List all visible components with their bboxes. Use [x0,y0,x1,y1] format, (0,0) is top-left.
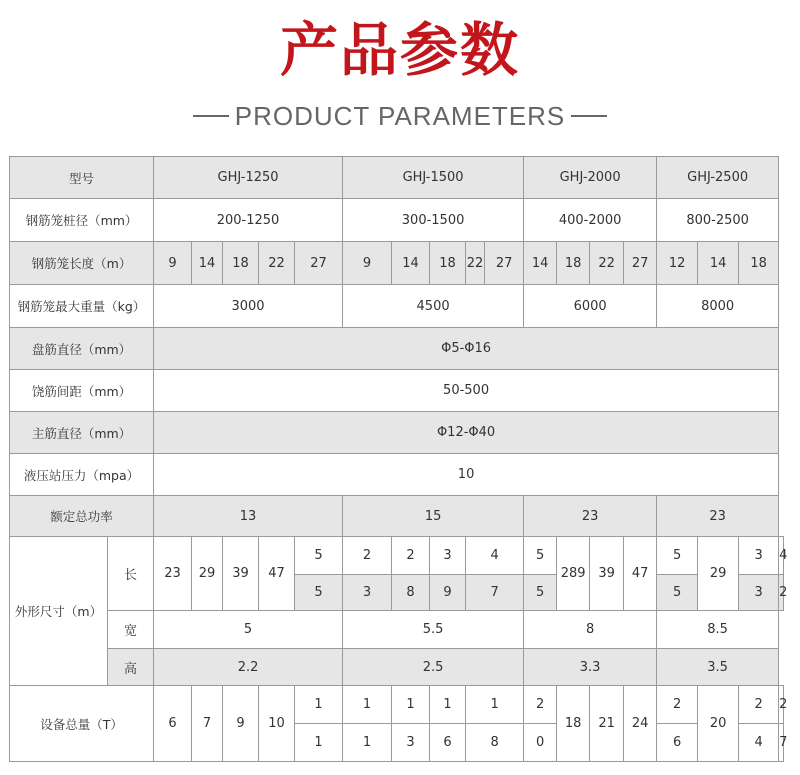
value-cell: 7 [192,686,223,762]
value-cell: 18 [223,242,259,285]
value-cell: 23 [657,496,779,537]
table-row-rated-power [10,496,784,537]
value-cell: 47 [624,537,657,611]
value-cell: 14 [524,242,557,285]
value-cell: 3 [430,537,466,575]
value-cell: 5 [295,537,343,575]
value-cell: 8.5 [657,611,779,649]
value-cell: 2.5 [343,649,524,686]
value-cell: 3000 [154,285,343,328]
table-row-coil-diameter [10,328,784,370]
value-cell: 20 [698,686,739,762]
value-cell: 4 [779,537,784,575]
value-cell: 50-500 [154,370,779,412]
value-cell: 5 [657,575,698,611]
value-cell: 800-2500 [657,199,779,242]
value-cell: 5 [154,611,343,649]
value-cell: 39 [590,537,624,611]
value-cell: 5 [524,575,557,611]
length-label: 长 [108,537,154,611]
value-cell: 29 [192,537,223,611]
value-cell: 5 [524,537,557,575]
table-row-model [10,157,784,199]
model-cell: GHJ-2500 [657,157,779,199]
width-label: 宽 [108,611,154,649]
value-cell: 4 [466,537,524,575]
value-cell: 2 [524,686,557,724]
value-cell: 3 [343,575,392,611]
row-label: 饶筋间距（mm） [10,370,154,412]
value-cell: 27 [295,242,343,285]
subtitle-divider-left [193,115,229,117]
value-cell: 18 [739,242,779,285]
value-cell: 18 [557,242,590,285]
page-subtitle [0,98,800,134]
value-cell: 9 [154,242,192,285]
value-cell: 13 [154,496,343,537]
row-label: 钢筋笼长度（m） [10,242,154,285]
value-cell: Φ12-Φ40 [154,412,779,454]
model-cell: GHJ-2000 [524,157,657,199]
value-cell: Φ5-Φ16 [154,328,779,370]
value-cell: 2 [779,575,784,611]
value-cell: 27 [624,242,657,285]
value-cell: 200-1250 [154,199,343,242]
value-cell: 29 [698,537,739,611]
value-cell: 3 [739,575,779,611]
model-cell: GHJ-1500 [343,157,524,199]
height-label: 高 [108,649,154,686]
table-row-length-a [10,537,784,575]
value-cell: 4500 [343,285,524,328]
value-cell: 10 [154,454,779,496]
table-row-winding-spacing [10,370,784,412]
value-cell: 3.5 [657,649,779,686]
value-cell: 1 [392,686,430,724]
row-label: 钢筋笼桩径（mm） [10,199,154,242]
model-cell: GHJ-1250 [154,157,343,199]
subtitle-divider-right [571,115,607,117]
value-cell: 400-2000 [524,199,657,242]
value-cell: 14 [192,242,223,285]
value-cell: 0 [524,724,557,762]
value-cell: 300-1500 [343,199,524,242]
value-cell: 2 [657,686,698,724]
value-cell: 9 [223,686,259,762]
value-cell: 9 [430,575,466,611]
value-cell: 14 [392,242,430,285]
value-cell: 10 [259,686,295,762]
table-row-main-bar-diameter [10,412,784,454]
table-row-cage-length [10,242,784,285]
model-label: 型号 [10,157,154,199]
value-cell: 2 [779,686,784,724]
value-cell: 3 [739,537,779,575]
value-cell: 7 [466,575,524,611]
value-cell: 3 [392,724,430,762]
value-cell: 22 [466,242,485,285]
table-row-height [10,649,784,686]
value-cell: 6000 [524,285,657,328]
value-cell: 8 [392,575,430,611]
value-cell: 22 [590,242,624,285]
row-label: 液压站压力（mpa） [10,454,154,496]
value-cell: 2 [343,537,392,575]
value-cell: 1 [343,686,392,724]
value-cell: 6 [154,686,192,762]
table-row-width [10,611,784,649]
table-row-hydraulic-pressure [10,454,784,496]
value-cell: 1 [466,686,524,724]
dimensions-label: 外形尺寸（m） [10,537,108,686]
value-cell: 1 [295,686,343,724]
value-cell: 6 [657,724,698,762]
row-label: 钢筋笼最大重量（kg） [10,285,154,328]
value-cell: 12 [657,242,698,285]
value-cell: 2 [392,537,430,575]
value-cell: 289 [557,537,590,611]
value-cell: 8 [524,611,657,649]
value-cell: 4 [739,724,779,762]
table-row-pile-diameter [10,199,784,242]
value-cell: 2 [739,686,779,724]
row-label: 额定总功率 [10,496,154,537]
value-cell: 1 [430,686,466,724]
value-cell: 5.5 [343,611,524,649]
parameters-table [9,156,788,762]
value-cell: 22 [259,242,295,285]
value-cell: 2.2 [154,649,343,686]
subtitle-text: PRODUCT PARAMETERS [234,100,566,131]
value-cell: 23 [524,496,657,537]
value-cell: 3.3 [524,649,657,686]
value-cell: 6 [430,724,466,762]
value-cell: 8000 [657,285,779,328]
row-label: 主筋直径（mm） [10,412,154,454]
value-cell: 47 [259,537,295,611]
value-cell: 21 [590,686,624,762]
value-cell: 39 [223,537,259,611]
table-row-max-weight [10,285,784,328]
value-cell: 5 [657,537,698,575]
value-cell: 18 [430,242,466,285]
value-cell: 1 [343,724,392,762]
table-row-total-weight-a [10,686,784,724]
value-cell: 7 [779,724,784,762]
page-title: 产品参数 [279,16,520,84]
value-cell: 24 [624,686,657,762]
total-weight-label: 设备总量（T） [10,686,154,762]
value-cell: 9 [343,242,392,285]
value-cell: 15 [343,496,524,537]
row-label: 盘筋直径（mm） [10,328,154,370]
value-cell: 23 [154,537,192,611]
value-cell: 5 [295,575,343,611]
value-cell: 27 [485,242,524,285]
value-cell: 18 [557,686,590,762]
value-cell: 8 [466,724,524,762]
value-cell: 14 [698,242,739,285]
value-cell: 1 [295,724,343,762]
